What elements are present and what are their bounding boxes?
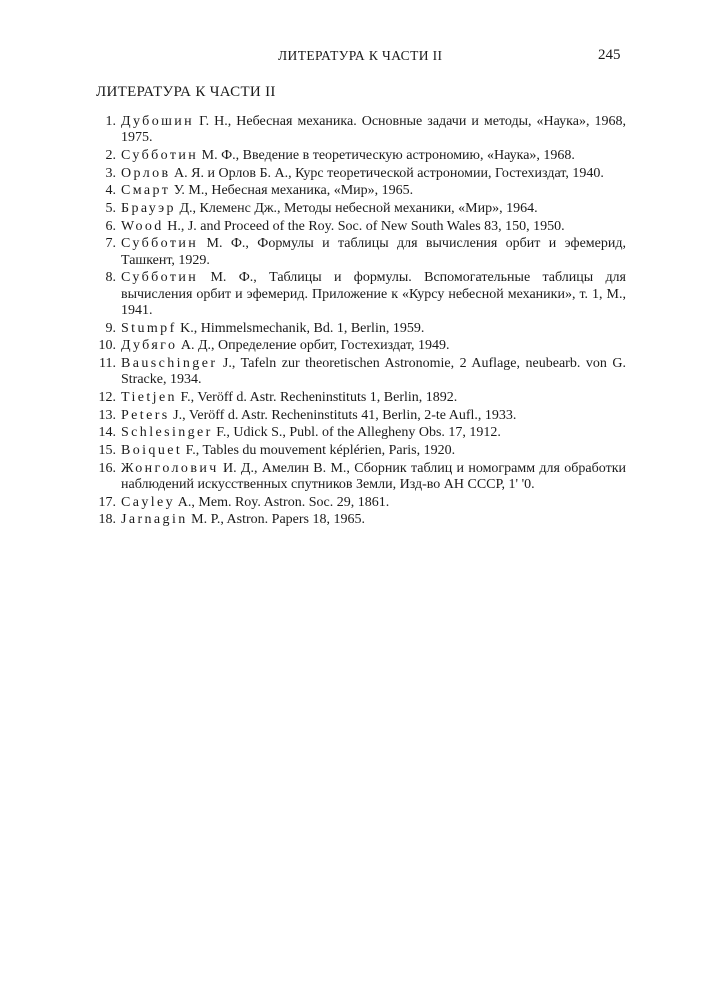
reference-text: K., Himmelsmechanik, Bd. 1, Berlin, 1959.: [176, 320, 425, 336]
reference-number: 10.: [98, 338, 116, 354]
reference-item: [96, 356, 626, 389]
reference-number: 12.: [98, 390, 116, 406]
reference-item: [96, 425, 626, 441]
reference-text: J., Veröff d. Astr. Recheninstituts 41, Berlin, 2-te Aufl., 1933.: [169, 407, 517, 423]
reference-number: 9.: [105, 320, 116, 336]
reference-item: [96, 390, 626, 406]
reference-item: [96, 183, 626, 199]
reference-author: Орлов: [121, 165, 171, 181]
reference-number: 13.: [98, 407, 116, 423]
reference-author: Tietjen: [121, 390, 177, 406]
reference-number: 8.: [105, 270, 116, 286]
reference-number: 16.: [98, 460, 116, 476]
reference-item: [96, 443, 626, 459]
reference-author: Дубяго: [121, 338, 178, 354]
reference-item: [96, 270, 626, 319]
reference-number: 2.: [105, 147, 116, 163]
reference-author: Дубошин: [121, 114, 195, 129]
reference-item: [96, 321, 626, 337]
reference-author: Stumpf: [121, 320, 177, 336]
reference-author: Schlesinger: [121, 425, 213, 441]
reference-author: Брауэр: [121, 201, 176, 217]
reference-author: Субботин: [121, 236, 199, 252]
reference-item: [96, 201, 626, 217]
page-number: 245: [598, 47, 621, 63]
reference-text: М. Ф., Таблицы и формулы. Вспомогательные таблицы для вычисления орбит и эфемерид. Приложение к «Курсу небесной механики», т. 1, М., 1941.: [121, 270, 626, 318]
reference-text: J., Tafeln zur theoretischen Astronomie, 2 Auflage, neubearb. von G. Stracke, 1934.: [121, 356, 626, 388]
running-head: [0, 48, 718, 68]
reference-item: [96, 495, 626, 511]
reference-author: Wood: [121, 218, 164, 234]
reference-item: [96, 219, 626, 235]
reference-author: Cayley: [121, 494, 176, 510]
reference-item: [96, 114, 626, 147]
reference-item: [96, 236, 626, 269]
reference-author: Peters: [121, 407, 170, 423]
reference-number: 1.: [105, 114, 116, 129]
reference-author: Bauschinger: [121, 356, 218, 372]
reference-item: [96, 461, 626, 494]
reference-number: 15.: [98, 443, 116, 459]
reference-author: Субботин: [121, 270, 199, 286]
running-title: ЛИТЕРАТУРА К ЧАСТИ II: [278, 48, 443, 63]
reference-item: [96, 166, 626, 182]
reference-item: [96, 408, 626, 424]
reference-text: F., Tables du mouvement képlérien, Paris, 1920.: [182, 443, 456, 459]
reference-text: M. P., Astron. Papers 18, 1965.: [187, 512, 365, 528]
reference-text: М. Ф., Формулы и таблицы для вычисления орбит и эфемерид, Ташкент, 1929.: [121, 236, 626, 268]
section-title: ЛИТЕРАТУРА К ЧАСТИ II: [96, 84, 276, 100]
reference-author: Смарт: [121, 183, 171, 199]
reference-text: H., J. and Proceed of the Roy. Soc. of New South Wales 83, 150, 1950.: [163, 218, 565, 234]
reference-text: F., Udick S., Publ. of the Allegheny Obs. 17, 1912.: [212, 425, 501, 441]
reference-text: И. Д., Амелин В. М., Сборник таблиц и номограмм для обработки наблюдений искусственных спутников Земли, Изд-во АН СССР, 1' '0.: [121, 460, 626, 493]
reference-text: А. Я. и Орлов Б. А., Курс теоретической астрономии, Гостехиздат, 1940.: [170, 165, 604, 181]
reference-number: 11.: [99, 356, 116, 372]
reference-author: Jarnagin: [121, 512, 188, 528]
reference-number: 18.: [98, 512, 116, 528]
reference-text: A., Mem. Roy. Astron. Soc. 29, 1861.: [175, 494, 390, 510]
reference-text: F., Veröff d. Astr. Recheninstituts 1, Berlin, 1892.: [176, 390, 458, 406]
reference-item: [96, 338, 626, 354]
reference-item: [96, 512, 626, 528]
reference-text: А. Д., Определение орбит, Гостехиздат, 1949.: [177, 338, 450, 354]
reference-text: Д., Клеменс Дж., Методы небесной механики, «Мир», 1964.: [175, 201, 538, 217]
reference-author: Жонголович: [121, 460, 219, 476]
reference-text: У. М., Небесная механика, «Мир», 1965.: [170, 183, 414, 199]
reference-number: 3.: [105, 165, 116, 181]
reference-number: 17.: [98, 494, 116, 510]
reference-list: [96, 114, 626, 530]
reference-number: 4.: [105, 183, 116, 199]
reference-number: 5.: [105, 201, 116, 217]
reference-text: М. Ф., Введение в теоретическую астрономию, «Наука», 1968.: [198, 147, 575, 163]
reference-author: Boiquet: [121, 443, 183, 459]
reference-number: 14.: [98, 425, 116, 441]
reference-item: [96, 148, 626, 164]
reference-author: Субботин: [121, 147, 199, 163]
reference-number: 6.: [105, 218, 116, 234]
reference-number: 7.: [105, 236, 116, 252]
reference-text: Г. Н., Небесная механика. Основные задачи и методы, «Наука», 1968, 1975.: [121, 114, 626, 146]
